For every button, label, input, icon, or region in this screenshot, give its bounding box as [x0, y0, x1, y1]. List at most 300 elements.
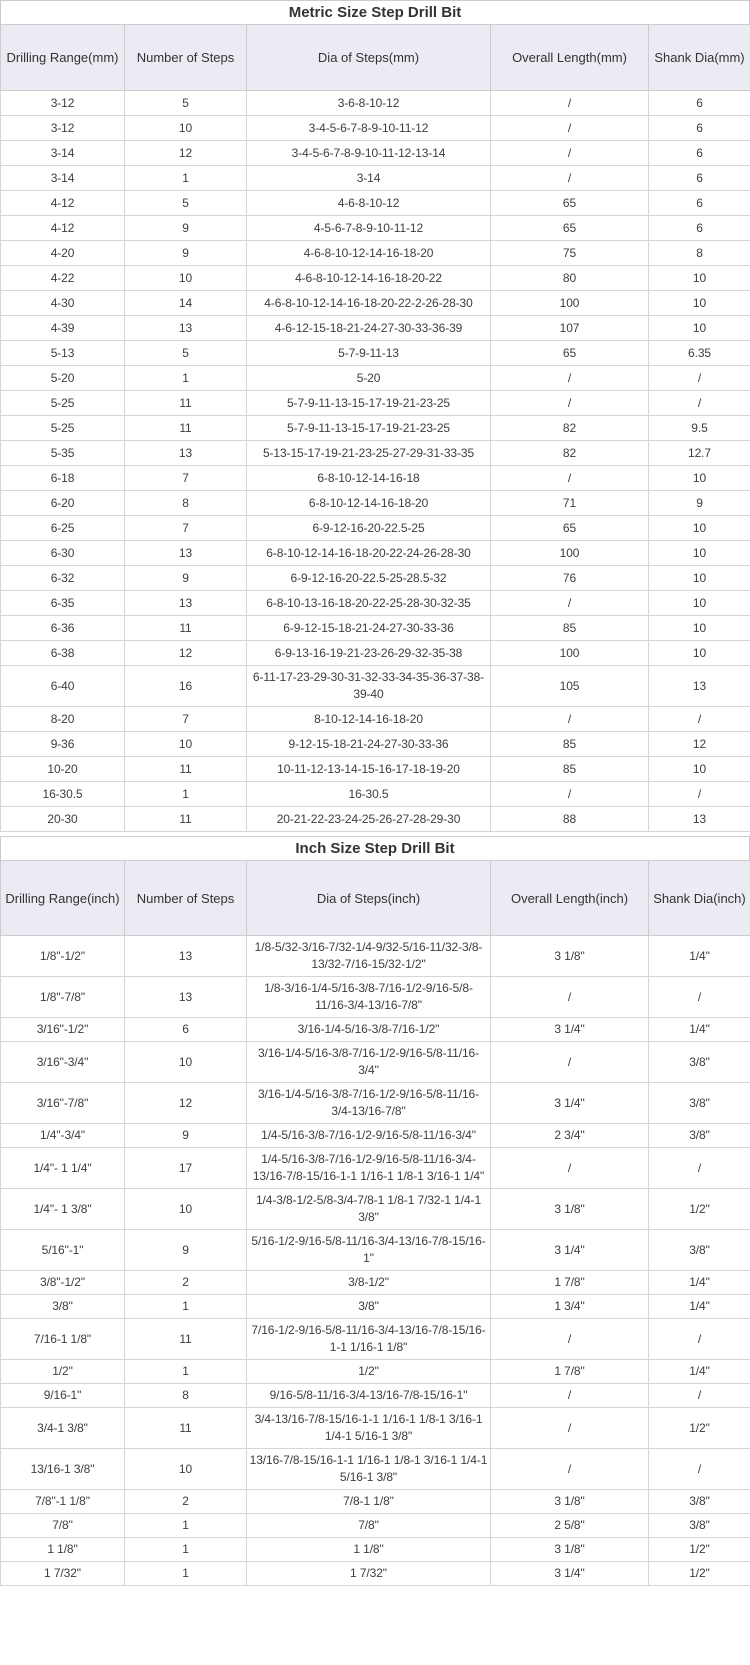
table-cell: 1/8-5/32-3/16-7/32-1/4-9/32-5/16-11/32-3/8-13/32-7/16-15/32-1/2"	[247, 936, 491, 977]
table-row	[1, 1319, 750, 1360]
table-cell: 13	[125, 591, 247, 616]
table-cell: 6	[649, 116, 750, 141]
table-row	[1, 782, 750, 807]
table-cell: 6	[125, 1018, 247, 1042]
table-row	[1, 616, 750, 641]
table-cell: 8	[125, 491, 247, 516]
table-cell: 6-11-17-23-29-30-31-32-33-34-35-36-37-38-39-40	[247, 666, 491, 707]
table-cell: /	[649, 977, 750, 1018]
table-cell: 3-4-5-6-7-8-9-10-11-12	[247, 116, 491, 141]
table-cell: 13	[125, 936, 247, 977]
metric-table-title: Metric Size Step Drill Bit	[0, 0, 750, 24]
table-cell: 100	[491, 291, 649, 316]
table-cell: 20-21-22-23-24-25-26-27-28-29-30	[247, 807, 491, 832]
table-row	[1, 116, 750, 141]
table-cell: 5	[125, 91, 247, 116]
table-cell: 10	[649, 541, 750, 566]
table-cell: 6-9-12-16-20-22.5-25	[247, 516, 491, 541]
table-cell: 12	[125, 1083, 247, 1124]
table-cell: 11	[125, 391, 247, 416]
table-cell: 6-32	[1, 566, 125, 591]
table-row	[1, 1271, 750, 1295]
column-header: Drilling Range(inch)	[1, 861, 125, 936]
table-row	[1, 541, 750, 566]
table-cell: 9/16-5/8-11/16-3/4-13/16-7/8-15/16-1"	[247, 1384, 491, 1408]
table-cell: 12	[649, 732, 750, 757]
table-cell: 1 3/4"	[491, 1295, 649, 1319]
table-cell: 8	[649, 241, 750, 266]
table-cell: 4-22	[1, 266, 125, 291]
table-cell: 4-6-8-10-12-14-16-18-20-22-2-26-28-30	[247, 291, 491, 316]
table-cell: 13/16-7/8-15/16-1-1 1/16-1 1/8-1 3/16-1 1/4-1 5/16-1 3/8"	[247, 1449, 491, 1490]
table-cell: 11	[125, 807, 247, 832]
table-cell: /	[491, 116, 649, 141]
table-row	[1, 591, 750, 616]
table-row	[1, 757, 750, 782]
table-cell: 5	[125, 191, 247, 216]
table-cell: 9	[125, 241, 247, 266]
table-cell: 5-7-9-11-13-15-17-19-21-23-25	[247, 391, 491, 416]
table-row	[1, 416, 750, 441]
inch-table-title: Inch Size Step Drill Bit	[0, 836, 750, 860]
table-cell: 3-14	[247, 166, 491, 191]
table-cell: 2	[125, 1490, 247, 1514]
table-cell: 3/8"	[649, 1490, 750, 1514]
metric-header-row	[1, 25, 750, 91]
table-cell: 5-13-15-17-19-21-23-25-27-29-31-33-35	[247, 441, 491, 466]
table-cell: 17	[125, 1148, 247, 1189]
table-cell: /	[491, 1042, 649, 1083]
table-row	[1, 1295, 750, 1319]
table-cell: 10-20	[1, 757, 125, 782]
table-cell: 3/8"	[1, 1295, 125, 1319]
table-cell: 20-30	[1, 807, 125, 832]
table-row	[1, 166, 750, 191]
table-row	[1, 566, 750, 591]
table-cell: 1 7/32"	[247, 1562, 491, 1586]
table-cell: 6-25	[1, 516, 125, 541]
table-row	[1, 1148, 750, 1189]
table-cell: 88	[491, 807, 649, 832]
table-cell: 3 1/8"	[491, 1189, 649, 1230]
table-cell: 12	[125, 141, 247, 166]
table-cell: 7	[125, 516, 247, 541]
table-cell: 1 7/8"	[491, 1271, 649, 1295]
table-cell: 5-7-9-11-13-15-17-19-21-23-25	[247, 416, 491, 441]
table-cell: 4-12	[1, 216, 125, 241]
table-cell: 10	[649, 757, 750, 782]
table-cell: 10-11-12-13-14-15-16-17-18-19-20	[247, 757, 491, 782]
table-cell: 7/8"	[247, 1514, 491, 1538]
table-cell: 3/16"-3/4"	[1, 1042, 125, 1083]
table-cell: 1 7/32"	[1, 1562, 125, 1586]
table-cell: 1/8"-1/2"	[1, 936, 125, 977]
table-cell: /	[649, 1449, 750, 1490]
table-cell: 1/2"	[649, 1562, 750, 1586]
table-row	[1, 466, 750, 491]
table-cell: /	[649, 782, 750, 807]
table-cell: 1	[125, 782, 247, 807]
column-header: Dia of Steps(mm)	[247, 25, 491, 91]
table-cell: 6.35	[649, 341, 750, 366]
column-header: Shank Dia(mm)	[649, 25, 750, 91]
table-cell: 11	[125, 1408, 247, 1449]
table-cell: 2 3/4"	[491, 1124, 649, 1148]
column-header: Drilling Range(mm)	[1, 25, 125, 91]
table-cell: 1	[125, 1562, 247, 1586]
table-cell: 7/16-1 1/8"	[1, 1319, 125, 1360]
table-cell: 8-20	[1, 707, 125, 732]
table-row	[1, 1408, 750, 1449]
table-cell: /	[491, 166, 649, 191]
table-cell: 5-7-9-11-13	[247, 341, 491, 366]
table-cell: 10	[649, 516, 750, 541]
table-row	[1, 391, 750, 416]
table-cell: 5-20	[247, 366, 491, 391]
table-cell: 9	[649, 491, 750, 516]
table-cell: 11	[125, 757, 247, 782]
table-cell: 1/4-3/8-1/2-5/8-3/4-7/8-1 1/8-1 7/32-1 1/4-1 3/8"	[247, 1189, 491, 1230]
table-cell: /	[491, 977, 649, 1018]
table-cell: 5	[125, 341, 247, 366]
table-cell: 1 7/8"	[491, 1360, 649, 1384]
table-cell: /	[491, 707, 649, 732]
table-row	[1, 1124, 750, 1148]
inch-header-row	[1, 861, 750, 936]
table-cell: 80	[491, 266, 649, 291]
table-cell: 6-20	[1, 491, 125, 516]
table-cell: 71	[491, 491, 649, 516]
table-cell: 4-12	[1, 191, 125, 216]
table-cell: 6	[649, 141, 750, 166]
table-cell: 3/8"	[649, 1230, 750, 1271]
table-cell: 13	[649, 807, 750, 832]
table-row	[1, 1514, 750, 1538]
table-cell: 4-39	[1, 316, 125, 341]
table-cell: 1/4"	[649, 936, 750, 977]
table-cell: 2	[125, 1271, 247, 1295]
table-cell: /	[491, 391, 649, 416]
table-cell: 3/16"-1/2"	[1, 1018, 125, 1042]
inch-table	[0, 860, 750, 1586]
table-cell: 3/16"-7/8"	[1, 1083, 125, 1124]
table-cell: /	[649, 391, 750, 416]
table-cell: 3/8"	[649, 1042, 750, 1083]
table-cell: 3-12	[1, 91, 125, 116]
table-row	[1, 1083, 750, 1124]
table-row	[1, 1189, 750, 1230]
table-cell: 1/4"	[649, 1360, 750, 1384]
table-row	[1, 366, 750, 391]
table-row	[1, 316, 750, 341]
table-cell: 9	[125, 1124, 247, 1148]
table-cell: 82	[491, 441, 649, 466]
table-cell: 6-18	[1, 466, 125, 491]
table-row	[1, 1562, 750, 1586]
table-cell: 3/8"-1/2"	[1, 1271, 125, 1295]
table-cell: 5-25	[1, 416, 125, 441]
table-cell: 3/8"	[247, 1295, 491, 1319]
table-cell: 10	[125, 116, 247, 141]
table-cell: 4-20	[1, 241, 125, 266]
table-cell: /	[491, 1319, 649, 1360]
table-cell: /	[491, 1148, 649, 1189]
table-cell: 10	[649, 566, 750, 591]
table-cell: 85	[491, 732, 649, 757]
table-cell: 5-20	[1, 366, 125, 391]
table-row	[1, 1018, 750, 1042]
table-cell: 6-9-12-16-20-22.5-25-28.5-32	[247, 566, 491, 591]
table-row	[1, 807, 750, 832]
table-cell: 1/4"	[649, 1295, 750, 1319]
table-cell: 7	[125, 466, 247, 491]
table-cell: 1/2"	[247, 1360, 491, 1384]
table-cell: 1	[125, 366, 247, 391]
table-cell: /	[491, 1449, 649, 1490]
table-row	[1, 216, 750, 241]
table-row	[1, 516, 750, 541]
table-cell: 4-5-6-7-8-9-10-11-12	[247, 216, 491, 241]
table-cell: 14	[125, 291, 247, 316]
table-cell: 11	[125, 616, 247, 641]
table-cell: 1/2"	[649, 1408, 750, 1449]
table-cell: 10	[649, 641, 750, 666]
table-cell: 10	[125, 1042, 247, 1083]
table-cell: /	[649, 366, 750, 391]
table-cell: 3/16-1/4-5/16-3/8-7/16-1/2-9/16-5/8-11/16-3/4-13/16-7/8"	[247, 1083, 491, 1124]
table-cell: 10	[649, 591, 750, 616]
table-cell: 7/8"-1 1/8"	[1, 1490, 125, 1514]
table-cell: 8	[125, 1384, 247, 1408]
table-row	[1, 641, 750, 666]
table-cell: 10	[125, 266, 247, 291]
table-cell: /	[491, 782, 649, 807]
table-cell: 65	[491, 516, 649, 541]
table-cell: 1	[125, 1295, 247, 1319]
table-cell: 16-30.5	[1, 782, 125, 807]
table-cell: 6-38	[1, 641, 125, 666]
table-cell: 4-6-8-10-12-14-16-18-20-22	[247, 266, 491, 291]
table-cell: 13/16-1 3/8"	[1, 1449, 125, 1490]
table-cell: 1/4-5/16-3/8-7/16-1/2-9/16-5/8-11/16-3/4-13/16-7/8-15/16-1-1 1/16-1 1/8-1 3/16-1 1/4"	[247, 1148, 491, 1189]
table-row	[1, 341, 750, 366]
table-row	[1, 441, 750, 466]
column-header: Number of Steps	[125, 25, 247, 91]
table-cell: /	[491, 1408, 649, 1449]
table-cell: 65	[491, 216, 649, 241]
table-row	[1, 266, 750, 291]
table-cell: 13	[649, 666, 750, 707]
column-header: Dia of Steps(inch)	[247, 861, 491, 936]
table-cell: 6-9-12-15-18-21-24-27-30-33-36	[247, 616, 491, 641]
table-cell: 4-30	[1, 291, 125, 316]
table-cell: 85	[491, 616, 649, 641]
column-header: Overall Length(mm)	[491, 25, 649, 91]
table-cell: /	[649, 1384, 750, 1408]
table-row	[1, 666, 750, 707]
table-cell: 1/8"-7/8"	[1, 977, 125, 1018]
metric-size-table-section	[0, 0, 750, 832]
table-cell: 1/2"	[649, 1189, 750, 1230]
table-cell: 1	[125, 1538, 247, 1562]
table-row	[1, 1384, 750, 1408]
table-row	[1, 936, 750, 977]
table-cell: 65	[491, 191, 649, 216]
table-cell: 6-40	[1, 666, 125, 707]
table-cell: 1/2"	[649, 1538, 750, 1562]
table-cell: 107	[491, 316, 649, 341]
table-cell: 1 1/8"	[247, 1538, 491, 1562]
table-cell: 7	[125, 707, 247, 732]
table-cell: 13	[125, 316, 247, 341]
table-cell: 6-8-10-12-14-16-18-20-22-24-26-28-30	[247, 541, 491, 566]
table-cell: 6	[649, 91, 750, 116]
table-cell: 10	[649, 316, 750, 341]
table-cell: 10	[649, 466, 750, 491]
table-cell: 9.5	[649, 416, 750, 441]
table-cell: 10	[125, 1189, 247, 1230]
table-cell: 3 1/8"	[491, 1490, 649, 1514]
table-cell: 4-6-12-15-18-21-24-27-30-33-36-39	[247, 316, 491, 341]
table-cell: 1/4"-3/4"	[1, 1124, 125, 1148]
table-cell: /	[491, 1384, 649, 1408]
table-cell: 16-30.5	[247, 782, 491, 807]
table-cell: 3 1/4"	[491, 1018, 649, 1042]
table-cell: 16	[125, 666, 247, 707]
table-cell: 1/8-3/16-1/4-5/16-3/8-7/16-1/2-9/16-5/8-11/16-3/4-13/16-7/8"	[247, 977, 491, 1018]
table-cell: 1	[125, 1360, 247, 1384]
table-cell: 6-9-13-16-19-21-23-26-29-32-35-38	[247, 641, 491, 666]
table-cell: 13	[125, 541, 247, 566]
table-cell: 3/8"	[649, 1083, 750, 1124]
table-cell: /	[491, 591, 649, 616]
table-cell: 3-6-8-10-12	[247, 91, 491, 116]
table-cell: 3/4-1 3/8"	[1, 1408, 125, 1449]
table-cell: 6-8-10-13-16-18-20-22-25-28-30-32-35	[247, 591, 491, 616]
table-cell: 3/4-13/16-7/8-15/16-1-1 1/16-1 1/8-1 3/16-1 1/4-1 5/16-1 3/8"	[247, 1408, 491, 1449]
table-cell: 105	[491, 666, 649, 707]
table-cell: 5/16"-1"	[1, 1230, 125, 1271]
table-cell: 3 1/8"	[491, 1538, 649, 1562]
table-row	[1, 1538, 750, 1562]
table-cell: 5-25	[1, 391, 125, 416]
table-cell: 1/4"- 1 1/4"	[1, 1148, 125, 1189]
table-cell: 6-30	[1, 541, 125, 566]
table-row	[1, 1449, 750, 1490]
table-cell: 13	[125, 441, 247, 466]
table-cell: 9	[125, 1230, 247, 1271]
table-row	[1, 491, 750, 516]
table-cell: 6	[649, 191, 750, 216]
table-cell: 100	[491, 541, 649, 566]
column-header: Overall Length(inch)	[491, 861, 649, 936]
table-cell: /	[649, 1148, 750, 1189]
table-cell: 5-13	[1, 341, 125, 366]
table-row	[1, 1042, 750, 1083]
table-cell: 8-10-12-14-16-18-20	[247, 707, 491, 732]
table-cell: 4-6-8-10-12-14-16-18-20	[247, 241, 491, 266]
table-row	[1, 1360, 750, 1384]
table-row	[1, 1490, 750, 1514]
table-cell: /	[649, 707, 750, 732]
table-cell: /	[491, 366, 649, 391]
table-row	[1, 291, 750, 316]
table-cell: 1	[125, 1514, 247, 1538]
table-cell: 10	[649, 291, 750, 316]
table-cell: 75	[491, 241, 649, 266]
table-cell: 4-6-8-10-12	[247, 191, 491, 216]
table-cell: 82	[491, 416, 649, 441]
table-cell: 1/4"	[649, 1018, 750, 1042]
column-header: Shank Dia(inch)	[649, 861, 750, 936]
table-cell: 1/4"	[649, 1271, 750, 1295]
table-cell: 3-12	[1, 116, 125, 141]
table-cell: /	[491, 466, 649, 491]
metric-table	[0, 24, 750, 832]
table-cell: 76	[491, 566, 649, 591]
table-row	[1, 141, 750, 166]
table-row	[1, 977, 750, 1018]
table-cell: 3-14	[1, 141, 125, 166]
column-header: Number of Steps	[125, 861, 247, 936]
table-cell: 3 1/4"	[491, 1083, 649, 1124]
table-cell: 7/16-1/2-9/16-5/8-11/16-3/4-13/16-7/8-15/16-1-1 1/16-1 1/8"	[247, 1319, 491, 1360]
table-cell: 9	[125, 566, 247, 591]
table-row	[1, 1230, 750, 1271]
table-cell: 1/4-5/16-3/8-7/16-1/2-9/16-5/8-11/16-3/4"	[247, 1124, 491, 1148]
table-cell: 9-12-15-18-21-24-27-30-33-36	[247, 732, 491, 757]
table-cell: 1/4"- 1 3/8"	[1, 1189, 125, 1230]
table-cell: 6	[649, 216, 750, 241]
table-cell: 10	[125, 1449, 247, 1490]
table-row	[1, 241, 750, 266]
table-cell: 3 1/4"	[491, 1562, 649, 1586]
table-cell: 3/16-1/4-5/16-3/8-7/16-1/2-9/16-5/8-11/16-3/4"	[247, 1042, 491, 1083]
table-cell: 5-35	[1, 441, 125, 466]
table-cell: 3 1/8"	[491, 936, 649, 977]
table-cell: 1 1/8"	[1, 1538, 125, 1562]
table-cell: 10	[649, 266, 750, 291]
table-cell: 6-35	[1, 591, 125, 616]
table-cell: 9-36	[1, 732, 125, 757]
table-cell: 3/16-1/4-5/16-3/8-7/16-1/2"	[247, 1018, 491, 1042]
table-row	[1, 191, 750, 216]
table-cell: 7/8"	[1, 1514, 125, 1538]
table-cell: 2 5/8"	[491, 1514, 649, 1538]
table-cell: /	[491, 141, 649, 166]
table-row	[1, 732, 750, 757]
table-cell: 3-4-5-6-7-8-9-10-11-12-13-14	[247, 141, 491, 166]
table-cell: 6-36	[1, 616, 125, 641]
table-cell: 85	[491, 757, 649, 782]
table-cell: 6-8-10-12-14-16-18	[247, 466, 491, 491]
table-cell: 12	[125, 641, 247, 666]
table-cell: 3-14	[1, 166, 125, 191]
table-cell: 65	[491, 341, 649, 366]
inch-size-table-section	[0, 836, 750, 1586]
table-cell: 7/8-1 1/8"	[247, 1490, 491, 1514]
table-cell: 10	[649, 616, 750, 641]
table-cell: 1	[125, 166, 247, 191]
table-cell: 3 1/4"	[491, 1230, 649, 1271]
table-cell: 3/8"	[649, 1514, 750, 1538]
table-row	[1, 91, 750, 116]
table-cell: 6	[649, 166, 750, 191]
table-cell: 3/8-1/2"	[247, 1271, 491, 1295]
table-cell: 1/2"	[1, 1360, 125, 1384]
table-cell: 13	[125, 977, 247, 1018]
table-cell: 11	[125, 416, 247, 441]
